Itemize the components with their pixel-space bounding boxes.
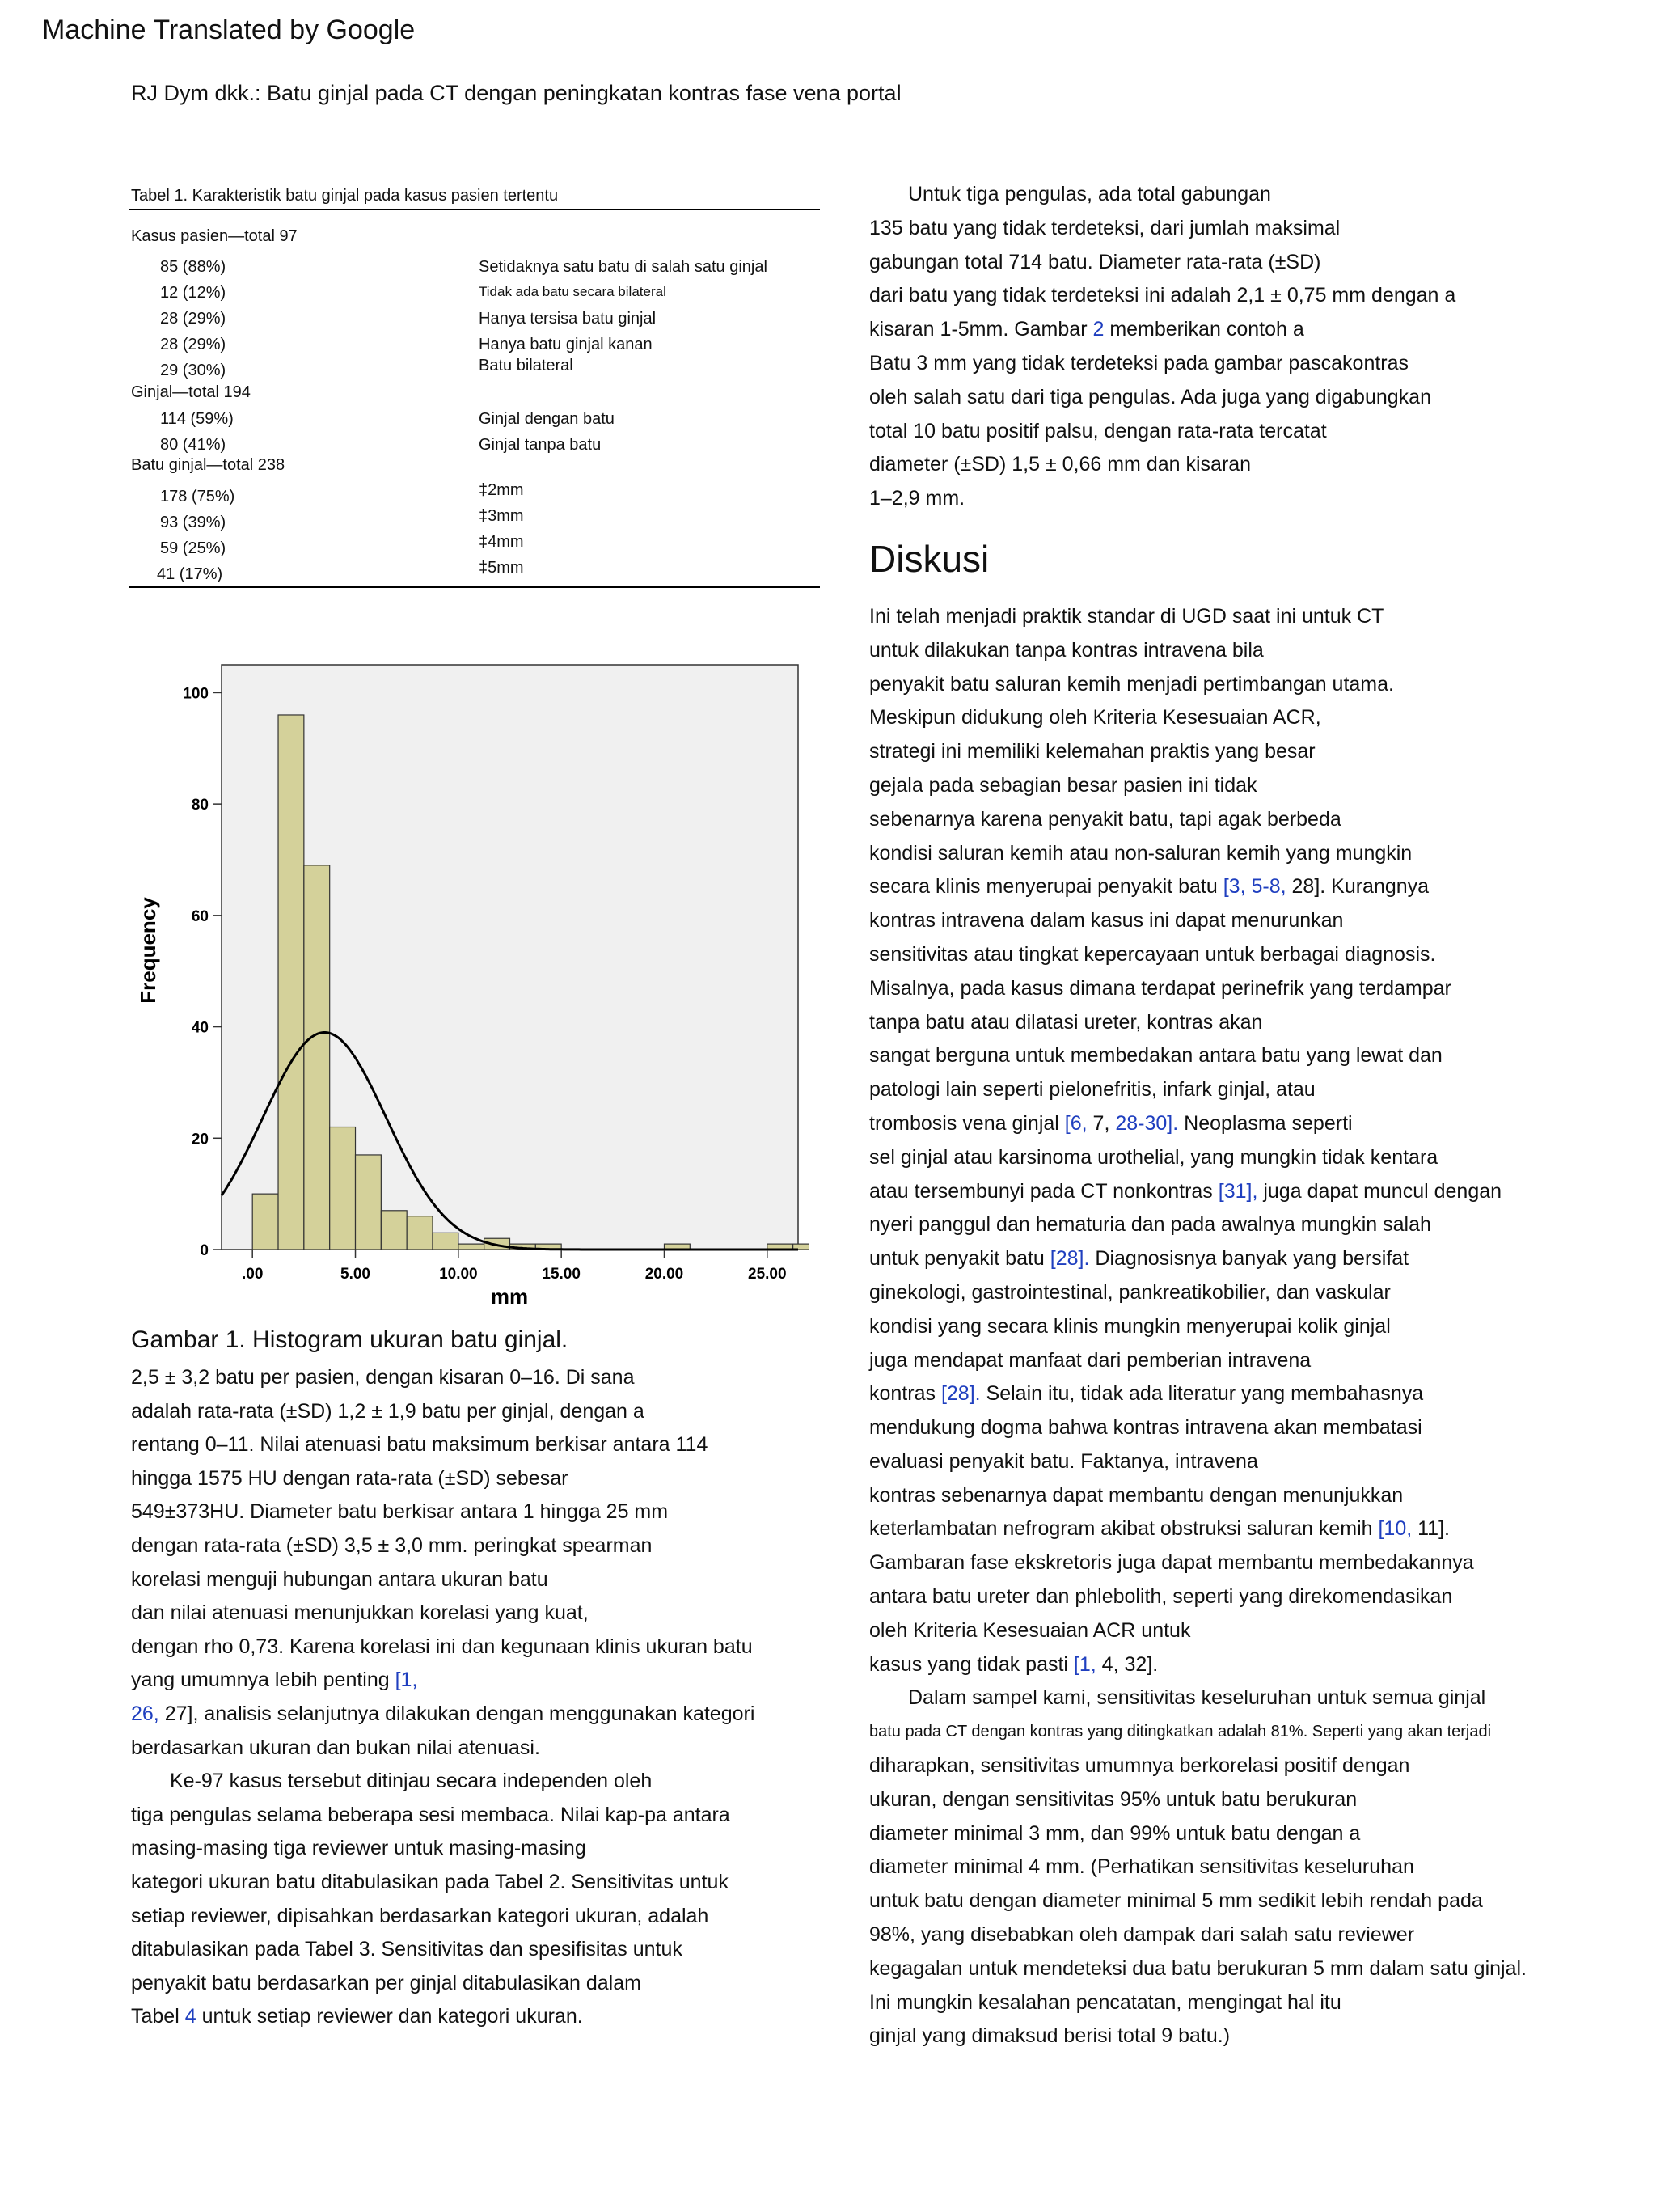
text-run: diameter minimal 4 mm. (Perhatikan sensitivitas keseluruhan <box>869 1855 1414 1879</box>
text-line <box>131 1866 818 1900</box>
table-cell: Tidak ada batu secara bilateral <box>479 284 666 299</box>
text-run: untuk setiap reviewer dan kategori ukuran. <box>196 2005 583 2028</box>
figure-1 <box>129 647 809 1310</box>
text-run: juga dapat muncul dengan <box>1257 1179 1502 1203</box>
text-run: Neoplasma seperti <box>1178 1111 1353 1135</box>
section-heading-diskusi: Diskusi <box>869 537 990 580</box>
table-cell: Ginjal tanpa batu <box>479 436 602 454</box>
text-line <box>869 415 1597 449</box>
text-run: 549±373HU. Diameter batu berkisar antara 1 hingga 25 mm <box>131 1500 669 1524</box>
table-cell: 59 (25%) <box>160 539 226 557</box>
text-run: ditabulasikan pada Tabel 3. Sensitivitas dan spesifisitas untuk <box>131 1938 682 1961</box>
table-cell: ‡3mm <box>479 507 524 525</box>
text-run: Tabel <box>131 2005 185 2028</box>
histogram-bar <box>433 1233 458 1250</box>
text-line <box>869 1546 1597 1580</box>
text-line <box>869 1479 1597 1513</box>
text-line <box>869 1918 1597 1952</box>
text-run: Ke-97 kasus tersebut ditinjau secara independen oleh <box>170 1770 653 1793</box>
table-cell: ‡5mm <box>479 559 524 577</box>
x-tick-label: 15.00 <box>542 1266 581 1283</box>
text-line <box>869 1073 1597 1107</box>
text-run: Dalam sampel kami, sensitivitas keseluruhan untuk semua ginjal <box>908 1686 1486 1710</box>
text-run: total 10 batu positif palsu, dengan rata-rata tercatat <box>869 419 1327 442</box>
text-line <box>869 701 1597 735</box>
text-line <box>131 1967 818 2001</box>
table-1-top-rule <box>129 209 820 210</box>
text-line <box>869 1208 1597 1242</box>
text-run: antara batu ureter dan phlebolith, seperti yang direkomendasikan <box>869 1585 1453 1609</box>
text-run: 11]. <box>1412 1517 1450 1541</box>
x-tick-label: 5.00 <box>340 1266 371 1283</box>
citation-link[interactable]: 4 <box>184 2005 196 2028</box>
text-line <box>131 1428 818 1462</box>
text-line <box>869 178 1597 212</box>
x-tick-label: .00 <box>241 1266 264 1283</box>
table-row <box>129 437 820 458</box>
text-line <box>131 1832 818 1866</box>
histogram-bar <box>330 1127 356 1250</box>
text-run: 135 batu yang tidak terdeteksi, dari jumlah maksimal <box>869 216 1341 239</box>
text-run: 27], analisis selanjutnya dilakukan dengan menggunakan kategori <box>158 1702 755 1725</box>
text-run: berdasarkan ukuran dan bukan nilai atenuasi. <box>131 1736 540 1759</box>
table-row <box>129 507 820 534</box>
histogram-bar <box>252 1194 278 1250</box>
text-run: Diagnosisnya banyak yang bersifat <box>1089 1247 1409 1271</box>
table-1-bottom-rule <box>129 586 820 588</box>
text-run: oleh salah satu dari tiga pengulas. Ada juga yang digabungkan <box>869 385 1431 408</box>
text-run: kontras <box>869 1382 941 1406</box>
text-line <box>869 1141 1597 1175</box>
table-cell: Hanya batu ginjal kanan <box>479 336 653 353</box>
text-run: juga mendapat manfaat dari pemberian intravena <box>869 1348 1312 1372</box>
text-line <box>131 1630 818 1664</box>
text-run: patologi lain seperti pielonefritis, infark ginjal, atau <box>869 1078 1316 1102</box>
text-run: ginekologi, gastrointestinal, pankreatikobilier, dan vaskular <box>869 1280 1391 1304</box>
text-run: untuk batu dengan diameter minimal 5 mm sedikit lebih rendah pada <box>869 1889 1483 1913</box>
text-run: sel ginjal atau karsinoma urothelial, yang mungkin tidak kentara <box>869 1145 1438 1169</box>
text-run: secara klinis menyerupai penyakit batu <box>869 875 1223 899</box>
text-line <box>869 972 1597 1006</box>
text-run: tiga pengulas selama beberapa sesi membaca. Nilai kap-pa antara <box>131 1803 730 1826</box>
text-line <box>869 448 1597 482</box>
x-axis-label: mm <box>490 1284 529 1309</box>
machine-translated-banner: Machine Translated by Google <box>42 15 416 45</box>
text-line <box>869 1580 1597 1614</box>
text-run: trombosis vena ginjal <box>869 1111 1065 1135</box>
text-run: diharapkan, sensitivitas umumnya berkorelasi positif dengan <box>869 1754 1410 1778</box>
text-run: keterlambatan nefrogram akibat obstruksi saluran kemih <box>869 1517 1379 1541</box>
text-line <box>869 2020 1597 2053</box>
text-run: Ini telah menjadi praktik standar di UGD saat ini untuk CT <box>869 604 1384 628</box>
text-run: Meskipun didukung oleh Kriteria Kesesuaian ACR, <box>869 706 1321 730</box>
text-line <box>869 1512 1597 1546</box>
text-run: korelasi menguji hubungan antara ukuran batu <box>131 1567 548 1591</box>
text-line <box>869 837 1597 871</box>
text-line <box>869 1445 1597 1479</box>
text-line <box>131 2000 818 2034</box>
table-row <box>129 533 820 560</box>
text-line <box>131 1664 818 1698</box>
text-run: rentang 0–11. Nilai atenuasi batu maksimum berkisar antara 114 <box>131 1433 708 1457</box>
text-run: Batu 3 mm yang tidak terdeteksi pada gambar pascakontras <box>869 351 1409 374</box>
histogram-bar <box>304 865 330 1250</box>
table-cell: ‡2mm <box>479 481 524 499</box>
table-cell: 28 (29%) <box>160 336 226 353</box>
table-cell: 178 (75%) <box>160 488 235 505</box>
text-line <box>869 482 1597 516</box>
citation-link[interactable]: [1, <box>395 1669 418 1692</box>
right-column-text <box>869 178 1597 2053</box>
text-line <box>869 1749 1597 1783</box>
text-run: dari batu yang tidak terdeteksi ini adalah 2,1 ± 0,75 mm dengan a <box>869 284 1456 307</box>
text-line <box>869 1310 1597 1344</box>
table-cell: 41 (17%) <box>157 565 223 583</box>
table-cell: 80 (41%) <box>160 436 226 454</box>
text-run: strategi ini memiliki kelemahan praktis yang besar <box>869 740 1316 763</box>
running-head: RJ Dym dkk.: Batu ginjal pada CT dengan peningkatan kontras fase vena portal <box>131 81 902 105</box>
text-run: kondisi yang secara klinis mungkin menyerupai kolik ginjal <box>869 1314 1391 1338</box>
table-cell: 114 (59%) <box>160 410 234 428</box>
table-cell: 12 (12%) <box>160 284 226 302</box>
text-line <box>869 381 1597 415</box>
text-line <box>869 1377 1597 1411</box>
table-row <box>129 559 820 586</box>
citation-link[interactable]: [28]. <box>1050 1247 1090 1271</box>
text-line <box>869 668 1597 702</box>
table-cell: ‡4mm <box>479 533 524 551</box>
citation-link[interactable]: 26, <box>131 1702 159 1725</box>
table-row <box>129 411 820 432</box>
text-line <box>869 212 1597 246</box>
text-run: dengan rho 0,73. Karena korelasi ini dan kegunaan klinis ukuran batu <box>131 1635 753 1658</box>
text-run: 4, 32]. <box>1096 1652 1159 1676</box>
text-line <box>869 279 1597 313</box>
y-tick-label: 20 <box>191 1131 209 1148</box>
text-run: atau tersembunyi pada CT nonkontras <box>869 1179 1219 1203</box>
text-line <box>131 1395 818 1429</box>
text-line <box>131 1462 818 1496</box>
text-run: kontras intravena dalam kasus ini dapat menurunkan <box>869 909 1344 933</box>
text-run: penyakit batu berdasarkan per ginjal ditabulasikan dalam <box>131 1971 641 1994</box>
text-line <box>131 1361 818 1395</box>
text-line <box>869 938 1597 972</box>
text-run: untuk penyakit batu <box>869 1247 1050 1271</box>
table-cell: Setidaknya satu batu di salah satu ginjal <box>479 258 767 276</box>
text-line <box>869 1411 1597 1445</box>
text-line <box>131 1900 818 1934</box>
text-run: 28]. Kurangnya <box>1286 875 1430 899</box>
text-line <box>869 1715 1597 1749</box>
text-line <box>869 1242 1597 1276</box>
text-line <box>131 1563 818 1597</box>
text-line <box>869 600 1597 634</box>
text-line <box>869 1039 1597 1073</box>
text-run: sebenarnya karena penyakit batu, tapi agak berbeda <box>869 807 1341 831</box>
citation-link[interactable]: 2 <box>1092 318 1105 341</box>
citation-link[interactable]: [31], <box>1218 1179 1258 1203</box>
text-line <box>869 1175 1597 1209</box>
text-line <box>869 735 1597 769</box>
text-line <box>131 1799 818 1833</box>
text-line <box>869 1986 1597 2020</box>
text-line <box>869 803 1597 837</box>
text-line <box>131 1732 818 1766</box>
text-line <box>869 1614 1597 1648</box>
text-line <box>131 1765 818 1799</box>
text-line <box>869 313 1597 347</box>
text-line <box>869 1850 1597 1884</box>
text-run: Selain itu, tidak ada literatur yang membahasnya <box>980 1382 1424 1406</box>
text-line <box>131 1529 818 1563</box>
histogram-chart <box>129 647 809 1310</box>
text-line <box>869 1783 1597 1817</box>
text-run: gabungan total 714 batu. Diameter rata-rata (±SD) <box>869 250 1321 273</box>
text-run: sangat berguna untuk membedakan antara batu yang lewat dan <box>869 1044 1443 1068</box>
text-line <box>131 1495 818 1529</box>
table-row <box>129 336 820 357</box>
text-line <box>869 1107 1597 1141</box>
y-tick-label: 80 <box>191 797 209 814</box>
table-row <box>129 259 820 280</box>
text-run: adalah rata-rata (±SD) 1,2 ± 1,9 batu per ginjal, dengan a <box>131 1399 644 1423</box>
y-tick-label: 100 <box>183 685 209 703</box>
text-run: evaluasi penyakit batu. Faktanya, intravena <box>869 1449 1258 1473</box>
table-row <box>129 481 820 508</box>
text-run: kategori ukuran batu ditabulasikan pada Tabel 2. Sensitivitas untuk <box>131 1870 729 1893</box>
text-run: mendukung dogma bahwa kontras intravena akan membatasi <box>869 1416 1422 1440</box>
text-line <box>869 1344 1597 1378</box>
text-run: batu pada CT dengan kontras yang ditingkatkan adalah 81%. Seperti yang akan terjadi <box>869 1723 1492 1741</box>
table-1-caption: Tabel 1. Karakteristik batu ginjal pada kasus pasien tertentu <box>131 187 559 205</box>
table-cell: 28 (29%) <box>160 310 226 328</box>
text-run: Untuk tiga pengulas, ada total gabungan <box>908 183 1271 205</box>
citation-link[interactable]: [1, <box>1073 1652 1096 1676</box>
text-run: kontras sebenarnya dapat membantu dengan menunjukkan <box>869 1483 1404 1507</box>
table-row <box>129 285 820 306</box>
text-run: oleh Kriteria Kesesuaian ACR untuk <box>869 1618 1191 1642</box>
text-run: 2,5 ± 3,2 batu per pasien, dengan kisaran 0–16. Di sana <box>131 1366 635 1389</box>
figure-1-caption: Gambar 1. Histogram ukuran batu ginjal. <box>131 1326 568 1353</box>
text-run: gejala pada sebagian besar pasien ini tidak <box>869 773 1257 797</box>
histogram-bar <box>356 1155 382 1250</box>
text-run: kisaran 1-5mm. Gambar <box>869 318 1093 341</box>
x-tick-label: 20.00 <box>644 1266 684 1283</box>
text-run: penyakit batu saluran kemih menjadi pertimbangan utama. <box>869 672 1394 696</box>
text-run: ginjal yang dimaksud berisi total 9 batu.) <box>869 2024 1231 2048</box>
text-line <box>869 1681 1597 1715</box>
text-line <box>869 246 1597 280</box>
text-line <box>131 1698 818 1732</box>
text-run: dan nilai atenuasi menunjukkan korelasi yang kuat, <box>131 1601 589 1625</box>
citation-link[interactable]: [6, <box>1064 1111 1088 1135</box>
text-run: nyeri panggul dan hematuria dan pada awalnya mungkin salah <box>869 1213 1431 1237</box>
table-row <box>129 311 820 332</box>
table-cell: 29 (30%) <box>160 362 226 379</box>
y-axis-label: Frequency <box>136 897 160 1004</box>
table-cell: 93 (39%) <box>160 514 226 531</box>
text-line <box>869 1648 1597 1682</box>
text-run: tanpa batu atau dilatasi ureter, kontras akan <box>869 1010 1263 1034</box>
y-tick-label: 0 <box>200 1242 209 1259</box>
text-run: 98%, yang disebabkan oleh dampak dari salah satu reviewer <box>869 1923 1415 1947</box>
text-run: ukuran, dengan sensitivitas 95% untuk batu berukuran <box>869 1787 1358 1811</box>
text-run: setiap reviewer, dipisahkan berdasarkan kategori ukuran, adalah <box>131 1904 709 1927</box>
histogram-bar <box>407 1216 433 1250</box>
text-line <box>869 769 1597 803</box>
text-line <box>869 1276 1597 1310</box>
citation-link[interactable]: [10, <box>1378 1517 1413 1541</box>
text-run: 7, <box>1087 1111 1116 1135</box>
text-line <box>869 634 1597 668</box>
text-line <box>869 1006 1597 1040</box>
text-run: memberikan contoh a <box>1104 318 1304 341</box>
text-run: kegagalan untuk mendeteksi dua batu berukuran 5 mm dalam satu ginjal. <box>869 1956 1527 1980</box>
table-group-label: Ginjal—total 194 <box>131 383 251 401</box>
text-line <box>869 1952 1597 1986</box>
text-run: dengan rata-rata (±SD) 3,5 ± 3,0 mm. peringkat spearman <box>131 1533 653 1557</box>
y-tick-label: 40 <box>191 1019 209 1037</box>
text-line <box>869 1884 1597 1918</box>
y-tick-label: 60 <box>191 907 209 925</box>
text-run: 1–2,9 mm. <box>869 487 965 510</box>
table-row <box>129 357 820 379</box>
text-run: yang umumnya lebih penting <box>131 1669 395 1692</box>
text-line <box>131 1933 818 1967</box>
histogram-bar <box>381 1211 407 1250</box>
text-line <box>869 870 1597 904</box>
text-line <box>869 904 1597 938</box>
table-cell: Batu bilateral <box>479 357 573 374</box>
citation-link[interactable]: [3, 5-8, <box>1223 875 1286 899</box>
text-run: Misalnya, pada kasus dimana terdapat perinefrik yang terdampar <box>869 976 1451 1000</box>
table-cell: Hanya tersisa batu ginjal <box>479 310 657 328</box>
table-cell: Ginjal dengan batu <box>479 410 615 428</box>
table-group-label: Batu ginjal—total 238 <box>131 456 285 474</box>
histogram-bar <box>458 1244 484 1250</box>
x-tick-label: 10.00 <box>439 1266 478 1283</box>
text-run: hingga 1575 HU dengan rata-rata (±SD) sebesar <box>131 1466 568 1490</box>
text-run: masing-masing tiga reviewer untuk masing-masing <box>131 1837 586 1860</box>
results-paragraph <box>869 178 1597 516</box>
histogram-bar <box>278 715 304 1250</box>
x-tick-label: 25.00 <box>748 1266 787 1283</box>
left-column-text <box>131 1361 818 2034</box>
citation-link[interactable]: [28]. <box>940 1382 981 1406</box>
text-run: Gambaran fase ekskretoris juga dapat membantu membedakannya <box>869 1551 1474 1575</box>
text-line <box>869 347 1597 381</box>
discussion-body <box>869 600 1597 2053</box>
text-run: kondisi saluran kemih atau non-saluran kemih yang mungkin <box>869 841 1413 865</box>
text-run: diameter minimal 3 mm, dan 99% untuk batu dengan a <box>869 1821 1361 1845</box>
text-line <box>131 1597 818 1630</box>
text-run: kasus yang tidak pasti <box>869 1652 1074 1676</box>
text-run: Ini mungkin kesalahan pencatatan, mengingat hal itu <box>869 1990 1341 2014</box>
table-cell: 85 (88%) <box>160 258 226 276</box>
citation-link[interactable]: 28-30]. <box>1115 1111 1179 1135</box>
text-run: diameter (±SD) 1,5 ± 0,66 mm dan kisaran <box>869 453 1252 476</box>
text-run: untuk dilakukan tanpa kontras intravena bila <box>869 638 1264 662</box>
text-run: sensitivitas atau tingkat kepercayaan untuk berbagai diagnosis. <box>869 942 1436 966</box>
text-line <box>869 1817 1597 1851</box>
table-group-label: Kasus pasien—total 97 <box>131 227 298 245</box>
